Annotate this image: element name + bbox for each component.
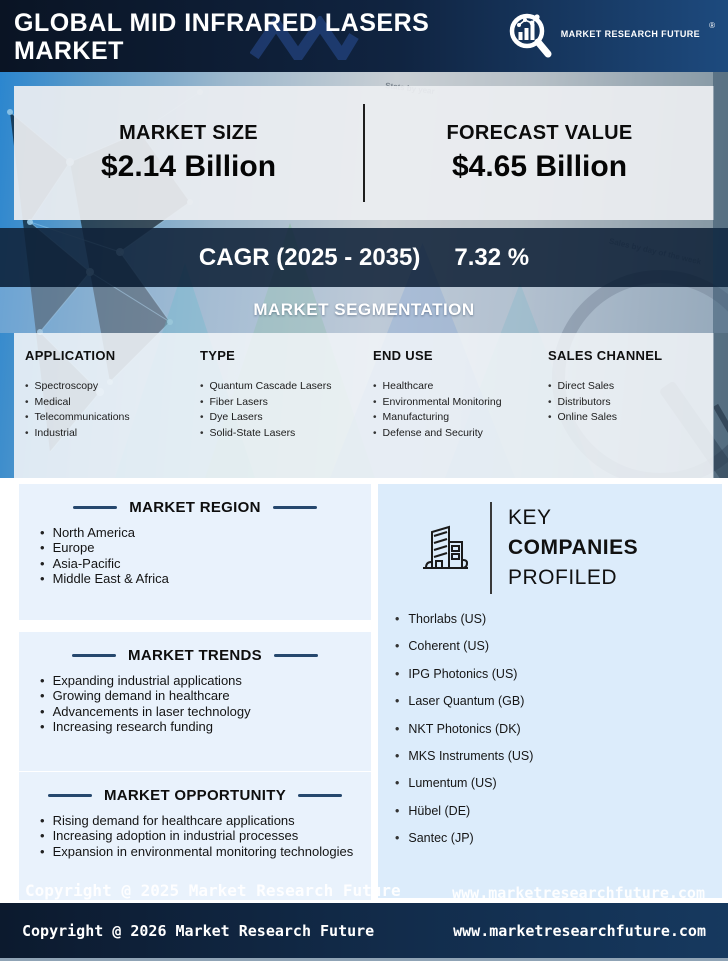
region-item: • Middle East & Africa <box>40 571 371 586</box>
magnifier-bar-chart-logo-icon <box>505 9 553 59</box>
brand-name: MARKET RESEARCH FUTURE <box>560 29 701 39</box>
heading-dash <box>274 654 318 657</box>
watermark-website: www.marketresearchfuture.com <box>452 884 705 902</box>
key-companies-panel <box>378 484 722 898</box>
segment-item: • Online Sales <box>548 410 662 426</box>
buildings-icon <box>418 520 470 576</box>
footer-copyright: Copyright @ 2026 Market Research Future <box>22 921 375 940</box>
forecast-value-block <box>365 122 714 184</box>
segment-heading: TYPE <box>200 348 236 363</box>
key-companies-header <box>418 502 722 594</box>
registered-mark: ® <box>709 20 715 30</box>
forecast-value: $4.65 Billion <box>451 150 628 183</box>
market-opportunity-title: MARKET OPPORTUNITY <box>103 787 287 804</box>
segment-item: • Medical <box>25 395 130 411</box>
trend-item: • Advancements in laser technology <box>40 704 371 719</box>
segmentation-title-band <box>0 287 728 333</box>
panel-heading-row <box>19 787 371 804</box>
header <box>0 0 728 72</box>
main-content <box>0 478 728 903</box>
page-title: GLOBAL MID INFRARED LASERS MARKET <box>14 9 430 65</box>
title-line-companies: COMPANIES <box>508 536 639 559</box>
company-item: • Lumentum (US) <box>395 770 722 797</box>
market-trends-title: MARKET TRENDS <box>128 647 262 664</box>
footer <box>0 903 728 961</box>
trend-item: • Expanding industrial applications <box>40 673 371 688</box>
heading-dash <box>72 654 116 657</box>
segment-item: • Distributors <box>548 395 662 411</box>
company-item: • Hübel (DE) <box>395 798 722 825</box>
segment-item: • Fiber Lasers <box>200 395 332 411</box>
segment-item: • Solid-State Lasers <box>200 426 332 442</box>
market-region-title: MARKET REGION <box>129 499 261 516</box>
segment-item: • Manufacturing <box>373 410 502 426</box>
segment-item: • Industrial <box>25 426 130 442</box>
segment-heading: END USE <box>373 348 433 363</box>
company-item: • Laser Quantum (GB) <box>395 688 722 715</box>
segment-item: • Spectroscopy <box>25 379 130 395</box>
heading-dash <box>298 794 342 797</box>
vertical-divider <box>490 502 492 594</box>
segment-item: • Direct Sales <box>548 379 662 395</box>
brand-logo <box>505 9 714 59</box>
segmentation-box <box>14 333 714 478</box>
panel-heading-row <box>19 499 371 516</box>
opportunity-item: • Increasing adoption in industrial processes <box>40 828 371 843</box>
segment-column-application <box>25 333 130 442</box>
hero-background-photo <box>0 72 728 478</box>
region-item: • Asia-Pacific <box>40 556 371 571</box>
region-item: • North America <box>40 525 371 540</box>
segment-item: • Quantum Cascade Lasers <box>200 379 332 395</box>
market-region-panel <box>19 484 371 620</box>
key-companies-title <box>508 503 638 593</box>
market-size-block <box>14 122 363 184</box>
segment-item: • Dye Lasers <box>200 410 332 426</box>
trend-item: • Increasing research funding <box>40 719 371 734</box>
segment-item: • Healthcare <box>373 379 502 395</box>
company-item: • Santec (JP) <box>395 825 722 852</box>
cagr-label: CAGR (2025 - 2035) <box>198 243 421 271</box>
market-size-value: $2.14 Billion <box>100 150 277 183</box>
segment-item: • Environmental Monitoring <box>373 395 502 411</box>
company-item: • Thorlabs (US) <box>395 606 722 633</box>
company-item: • IPG Photonics (US) <box>395 661 722 688</box>
title-line-key: KEY <box>508 506 552 529</box>
segment-column-end-use <box>373 333 502 442</box>
segment-column-type <box>200 333 332 442</box>
segment-column-sales-channel <box>548 333 662 426</box>
trend-item: • Growing demand in healthcare <box>40 688 371 703</box>
market-size-label: MARKET SIZE <box>119 122 258 144</box>
market-trends-panel <box>19 632 371 771</box>
segment-heading: APPLICATION <box>25 348 116 363</box>
heading-dash <box>73 506 117 509</box>
footer-website: www.marketresearchfuture.com <box>453 921 706 940</box>
heading-dash <box>273 506 317 509</box>
company-item: • NKT Photonics (DK) <box>395 716 722 743</box>
panel-heading-row <box>19 647 371 664</box>
watermark-copyright: Copyright @ 2025 Market Research Future <box>25 881 401 900</box>
company-item: • Coherent (US) <box>395 633 722 660</box>
segment-heading: SALES CHANNEL <box>548 348 663 363</box>
opportunity-item: • Expansion in environmental monitoring technologies <box>40 844 371 859</box>
heading-dash <box>48 794 92 797</box>
region-item: • Europe <box>40 540 371 555</box>
forecast-value-label: FORECAST VALUE <box>446 122 633 144</box>
segmentation-title: MARKET SEGMENTATION <box>253 300 475 319</box>
cagr-band <box>0 228 728 287</box>
title-line-profiled: PROFILED <box>508 566 618 589</box>
opportunity-item: • Rising demand for healthcare applications <box>40 813 371 828</box>
company-item: • MKS Instruments (US) <box>395 743 722 770</box>
cagr-value: 7.32 % <box>454 243 530 271</box>
segment-item: • Telecommunications <box>25 410 130 426</box>
segment-item: • Defense and Security <box>373 426 502 442</box>
market-stats-box <box>14 86 714 220</box>
